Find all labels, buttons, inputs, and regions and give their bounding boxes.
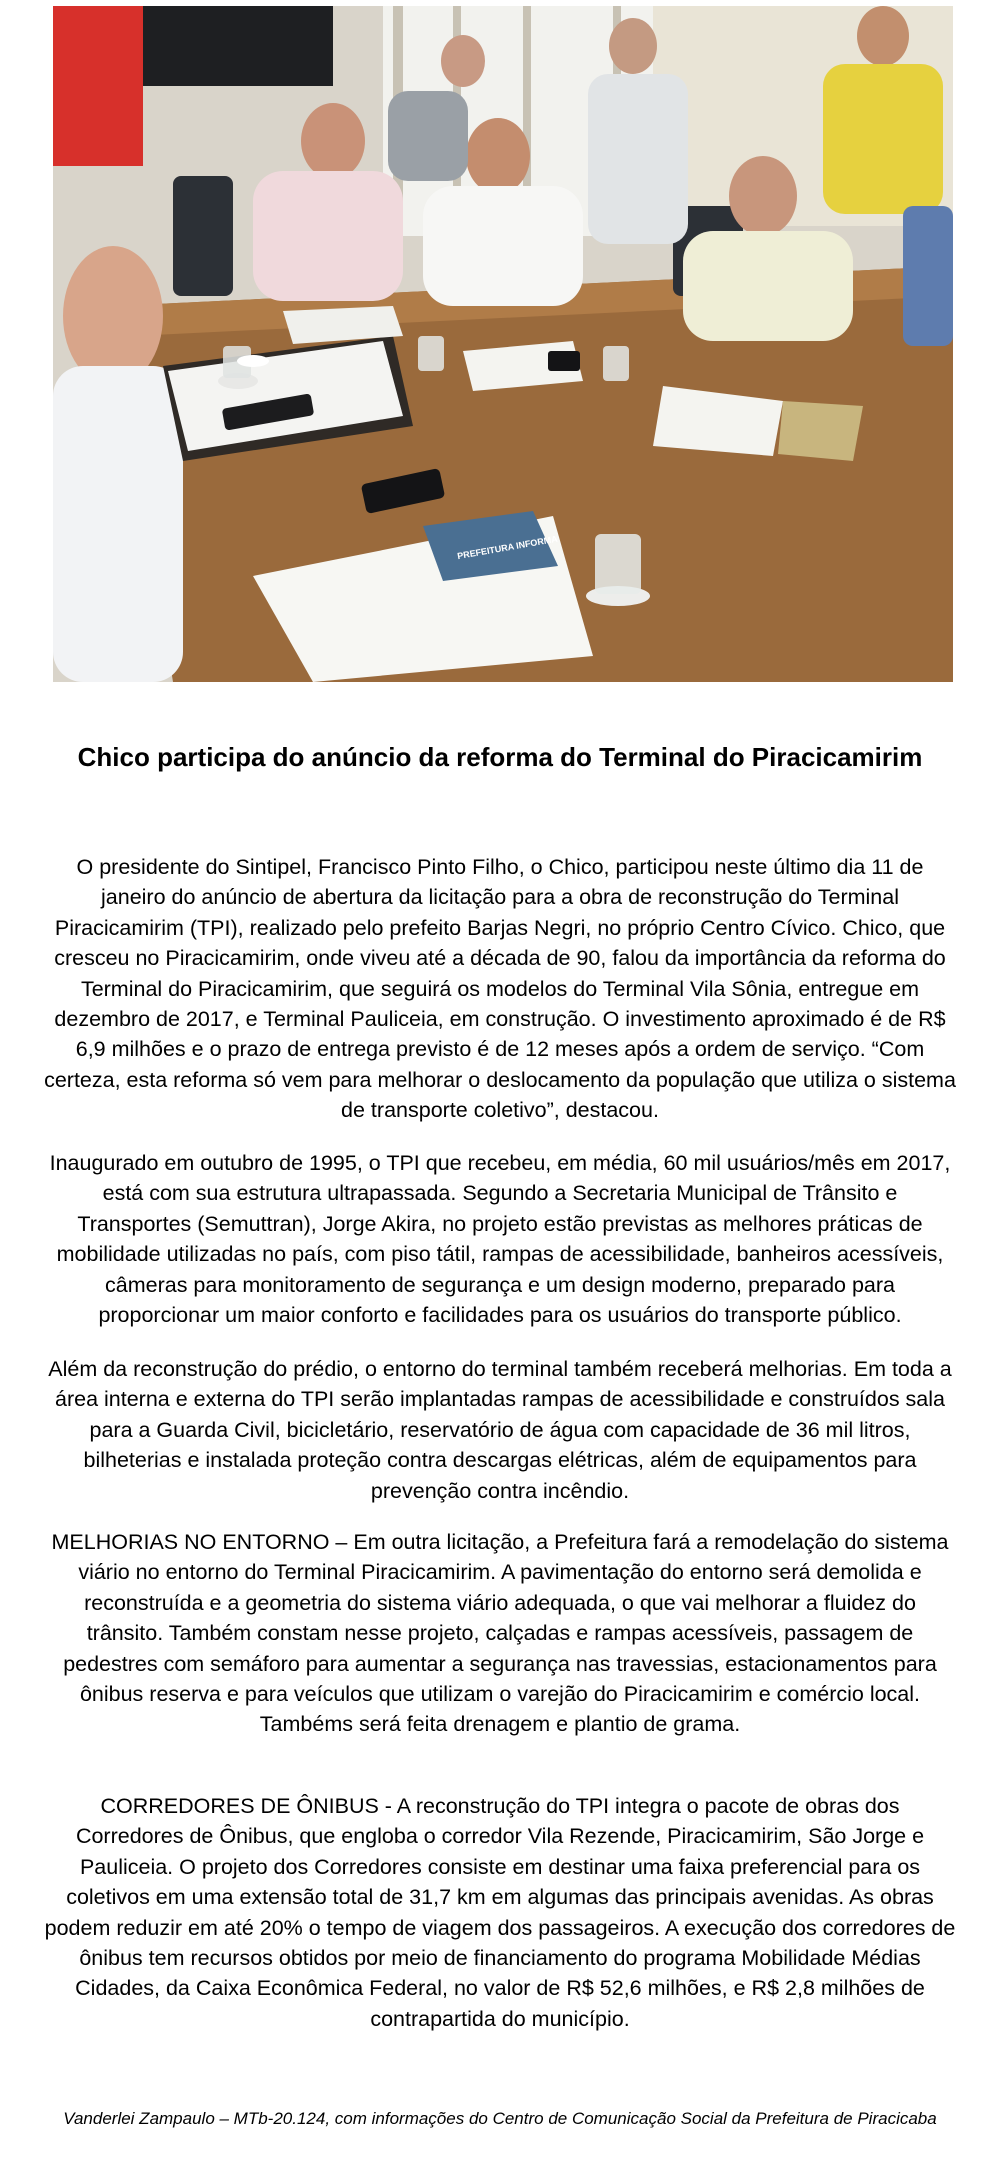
paragraph-line: dezembro de 2017, e Terminal Pauliceia, em construção. O investimento aproximado é de R$ (54, 1007, 946, 1032)
paragraph-line: Corredores de Ônibus, que engloba o corredor Vila Rezende, Piracicamirim, São Jorge e (75, 1824, 925, 1849)
paragraph-line: Terminal do Piracicamirim, que seguirá os modelos do Terminal Vila Sônia, entregue em (80, 976, 920, 1001)
brochure-heading: PREFEITURA INFORMA (456, 533, 559, 562)
paragraph-line: câmeras para monitoramento de segurança e um design moderno, preparado para (105, 1272, 895, 1297)
article-paragraph-2 (0, 1148, 1000, 1330)
paragraph-line: coletivos em uma extensão total de 31,7 km em algumas das principais avenidas. As obras (66, 1885, 934, 1910)
article-title: Chico participa do anúncio da reforma do Terminal do Piracicamirim (77, 742, 923, 772)
paragraph-line: área interna e externa do TPI serão implantadas rampas de acessibilidade e construídos sala (55, 1387, 945, 1412)
paragraph-line: de transporte coletivo”, destacou. (341, 1098, 659, 1123)
paragraph-line: MELHORIAS NO ENTORNO – Em outra licitação, a Prefeitura fará a remodelação do sistema (51, 1530, 949, 1554)
article-paragraph-3 (0, 1354, 1000, 1506)
paragraph-line: trânsito. Também constam nesse projeto, calçadas e rampas acessíveis, passagem de (86, 1621, 914, 1646)
paragraph-line: para a Guarda Civil, bicicletário, reservatório de água com capacidade de 36 mil litros, (89, 1417, 911, 1442)
paragraph-line: ônibus reserva e para veículos que utilizam o varejão do Piracicamirim e comércio local. (79, 1682, 921, 1707)
article-paragraph-5 (0, 1791, 1000, 2034)
paragraph-line: certeza, esta reforma só vem para melhorar o deslocamento da população que utiliza o sistema (44, 1067, 956, 1092)
article-credit: Vanderlei Zampaulo – MTb-20.124, com informações do Centro de Comunicação Social da Prefeitura de Piracicaba (63, 2109, 937, 2128)
meeting-photo-illustration (53, 6, 953, 682)
paragraph-line: viário no entorno do Terminal Piracicamirim. A pavimentação do entorno será demolida e (78, 1560, 922, 1585)
paragraph-line: pedestres com semáforo para aumentar a segurança nas travessias, estacionamentos para (63, 1651, 937, 1676)
paragraph-line: 6,9 milhões e o prazo de entrega previsto é de 12 meses após a ordem de serviço. “Com (75, 1037, 925, 1062)
paragraph-line: janeiro do anúncio de abertura da licitação para a obra de reconstrução do Terminal (101, 885, 899, 910)
article-paragraph-4 (0, 1527, 1000, 1740)
paragraph-line: O presidente do Sintipel, Francisco Pinto Filho, o Chico, participou neste último dia 11 de (76, 855, 924, 879)
paragraph-line: prevenção contra incêndio. (370, 1478, 630, 1503)
paragraph-line: podem reduzir em até 20% o tempo de viagem dos passageiros. A execução dos corredores de (44, 1915, 956, 1940)
paragraph-line: Inaugurado em outubro de 1995, o TPI que recebeu, em média, 60 mil usuários/mês em 2017, (49, 1151, 951, 1175)
paragraph-line: bilheterias e instalada proteção contra descargas elétricas, além de equipamentos para (83, 1448, 917, 1473)
article-photo (53, 6, 953, 682)
paragraph-line: Piracicamirim (TPI), realizado pelo prefeito Barjas Negri, no próprio Centro Cívico. Chico, que (54, 915, 946, 940)
paragraph-line: Transportes (Semuttran), Jorge Akira, no projeto estão previstas as melhores práticas de (77, 1211, 923, 1236)
paragraph-line: Cidades, da Caixa Econômica Federal, no valor de R$ 52,6 milhões, e R$ 2,8 milhões de (75, 1976, 925, 2001)
paragraph-line: cresceu no Piracicamirim, onde viveu até a década de 90, falou da importância da reforma do (54, 946, 946, 971)
paragraph-line: mobilidade utilizadas no país, com piso tátil, rampas de acessibilidade, banheiros acessíveis, (56, 1242, 944, 1267)
paragraph-line: CORREDORES DE ÔNIBUS - A reconstrução do TPI integra o pacote de obras dos (100, 1794, 900, 1818)
paragraph-line: proporcionar um maior conforto e facilidades para os usuários do transporte público. (98, 1303, 902, 1328)
paragraph-line: está com sua estrutura ultrapassada. Segundo a Secretaria Municipal de Trânsito e (102, 1181, 898, 1206)
article-paragraph-1 (0, 852, 1000, 1126)
paragraph-line: Pauliceia. O projeto dos Corredores consiste em destinar uma faixa preferencial para os (79, 1854, 921, 1879)
paragraph-line: contrapartida do município. (370, 2006, 630, 2031)
paragraph-line: ônibus tem recursos obtidos por meio de financiamento do programa Mobilidade Médias (79, 1946, 921, 1971)
paragraph-line: Além da reconstrução do prédio, o entorno do terminal também receberá melhorias. Em toda a (48, 1357, 952, 1381)
paragraph-line: Tambéms será feita drenagem e plantio de grama. (259, 1712, 741, 1737)
paragraph-line: reconstruída e a geometria do sistema viário adequada, o que vai melhorar a fluidez do (84, 1590, 916, 1615)
